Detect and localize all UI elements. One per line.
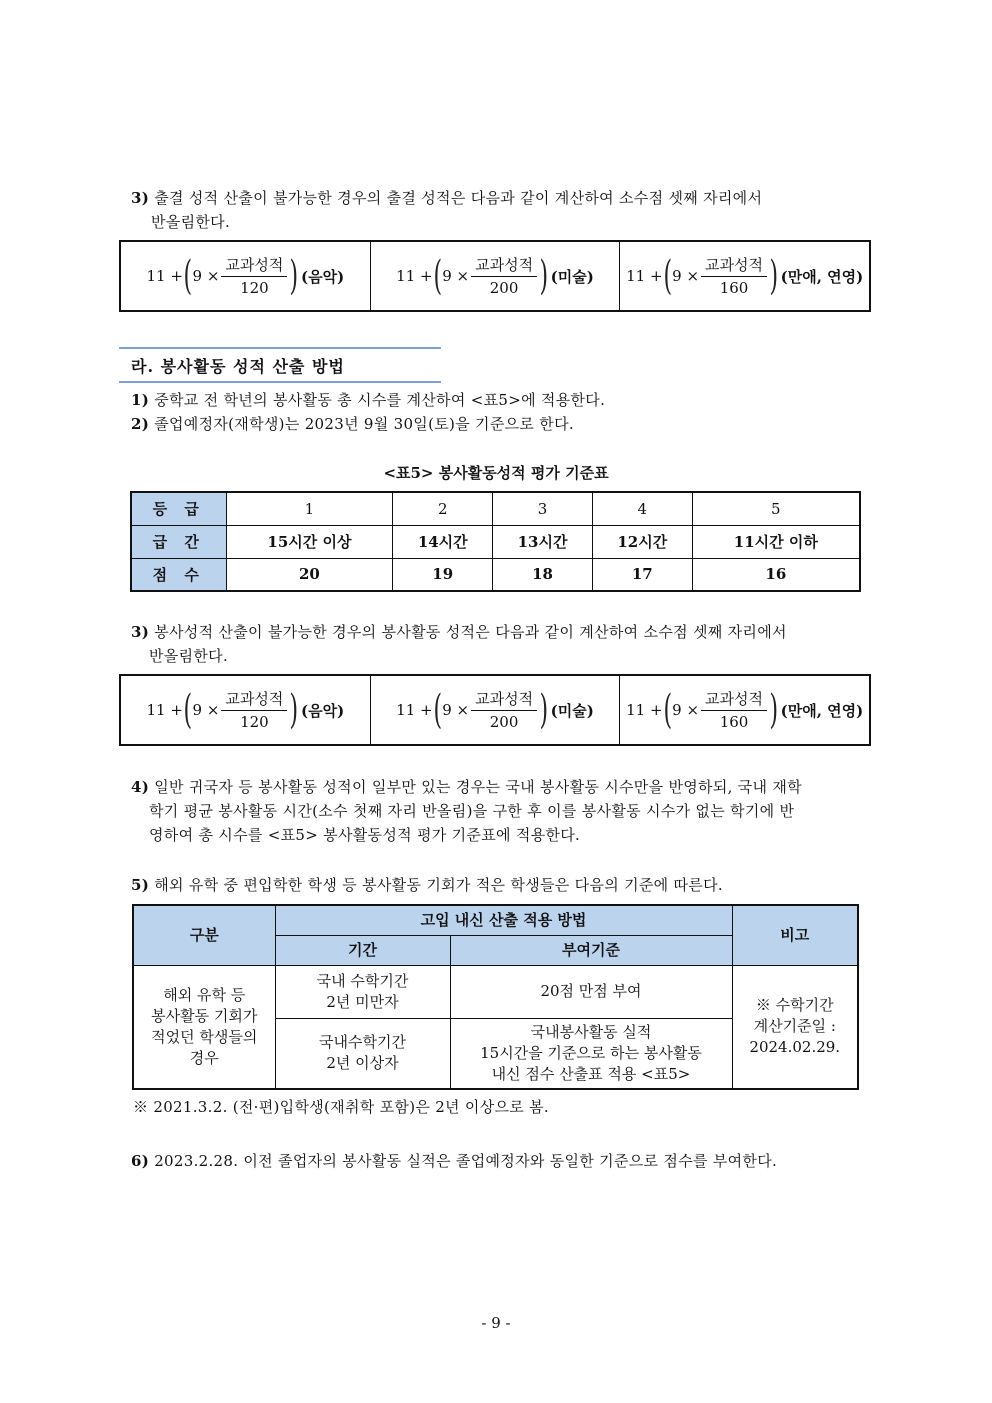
item-text: 2023.2.28. 이전 졸업자의 봉사활동 실적은 졸업예정자와 동일한 기준으로 점수를 부여한다.: [149, 1152, 778, 1170]
formula-subject: (미술): [550, 267, 594, 286]
formula-prefix: 11 +: [626, 701, 663, 719]
table-row: [131, 492, 860, 525]
score-cell: 20: [226, 558, 393, 591]
item3-attendance: [131, 186, 891, 234]
section-heading: 라. 봉사활동 성적 산출 방법: [119, 347, 441, 383]
item-number: 3): [131, 623, 150, 641]
formula-cell: [620, 242, 869, 310]
range-cell: 15시간 이상: [226, 525, 393, 558]
score-cell: 18: [493, 558, 593, 591]
page-number: - 9 -: [481, 1314, 511, 1332]
grade-cell: 2: [393, 492, 493, 525]
item-text-cont: 학기 평균 봉사활동 시간(소수 첫째 자리 반올림)을 구한 후 이를 봉사활동 시수가 없는 학기에 반: [149, 802, 795, 820]
formula: 11 + ( 9 × $\frac{\text{교과성적}}{160}$ ) (만애, 연영): [626, 687, 864, 733]
score-cell: 19: [393, 558, 493, 591]
category-cell: [133, 965, 275, 1089]
formula-cell: [371, 242, 621, 310]
range-cell: 13시간: [493, 525, 593, 558]
formula-prefix: 11 +: [396, 701, 433, 719]
table-row: [131, 558, 860, 591]
period-cell: [275, 965, 450, 1018]
cell-line: 해외 유학 등: [163, 985, 246, 1004]
formula-subject: (만애, 연영): [780, 701, 864, 720]
grade-cell: 1: [226, 492, 393, 525]
cell-line: 2년 이상자: [326, 1054, 399, 1073]
item-number: 1): [131, 391, 150, 409]
formula-cell: [620, 676, 869, 744]
item-text: 출결 성적 산출이 불가능한 경우의 출결 성적은 다음과 같이 계산하여 소수점 셋째 자리에서: [149, 189, 763, 207]
formula-mult: 9 ×: [672, 267, 700, 285]
item-text-cont: 영하여 총 시수를 <표5> 봉사활동성적 평가 기준표에 적용한다.: [149, 826, 581, 844]
item-text: 일반 귀국자 등 봉사활동 성적이 일부만 있는 경우는 국내 봉사활동 시수만을 반영하되, 국내 재학: [149, 778, 802, 796]
formula: 11 + ( 9 × $\frac{\text{교과성적}}{200}$ ) (미술): [396, 253, 594, 299]
row-label: 급 간: [131, 525, 226, 558]
item4: [131, 775, 891, 847]
item6: [131, 1149, 891, 1173]
score-cell: 17: [592, 558, 692, 591]
denominator: 200: [489, 712, 519, 731]
header-criteria: 부여기준: [450, 935, 732, 965]
formula-prefix: 11 +: [626, 267, 663, 285]
grade-cell: 5: [692, 492, 860, 525]
item5: [131, 873, 891, 897]
item-text-cont: 반올림한다.: [151, 213, 231, 231]
cell-line: 국내수학기간: [319, 1033, 406, 1052]
table5: [130, 491, 861, 592]
formula-mult: 9 ×: [192, 267, 220, 285]
note-cell: [732, 965, 858, 1089]
formula-prefix: 11 +: [396, 267, 433, 285]
table5-caption: <표5> 봉사활동성적 평가 기준표: [383, 464, 609, 482]
formula-mult: 9 ×: [442, 267, 470, 285]
cell-line: 국내 수학기간: [316, 971, 409, 990]
denominator: 120: [240, 278, 269, 297]
cell-line: ※ 수학기간: [755, 996, 834, 1015]
item-text: 중학교 전 학년의 봉사활동 총 시수를 계산하여 <표5>에 적용한다.: [149, 391, 606, 409]
formula-subject: (미술): [550, 701, 594, 720]
formula-mult: 9 ×: [442, 701, 470, 719]
foreign-student-table: [132, 904, 859, 1090]
formula-box-volunteer: [119, 674, 871, 746]
cell-line: 경우: [189, 1048, 219, 1067]
row-label: 점 수: [131, 558, 226, 591]
formula-mult: 9 ×: [192, 701, 220, 719]
fraction: [221, 690, 287, 731]
period-cell: [275, 1018, 450, 1089]
formula-subject: (음악): [301, 701, 345, 720]
grade-cell: 3: [493, 492, 593, 525]
cell-line: 내신 점수 산출표 적용 <표5>: [491, 1064, 691, 1083]
item-number: 3): [131, 189, 150, 207]
numerator: 교과성적: [221, 690, 287, 711]
formula-mult: 9 ×: [672, 701, 700, 719]
denominator: 160: [719, 712, 749, 731]
item-number: 5): [131, 876, 150, 894]
formula-subject: (만애, 연영): [780, 267, 864, 286]
cell-line: 계산기준일 :: [753, 1017, 836, 1036]
denominator: 200: [489, 278, 519, 297]
item-text: 봉사성적 산출이 불가능한 경우의 봉사활동 성적은 다음과 같이 계산하여 소수점 셋째 자리에서: [149, 623, 787, 641]
formula-prefix: 11 +: [146, 701, 183, 719]
item-text: 졸업예정자(재학생)는 2023년 9월 30일(토)을 기준으로 한다.: [149, 415, 574, 433]
table-row: [133, 965, 858, 1018]
fraction: [471, 690, 537, 731]
header-note: 비고: [732, 905, 858, 965]
formula-subject: (음악): [301, 267, 345, 286]
denominator: 160: [719, 278, 749, 297]
formula-prefix: 11 +: [146, 267, 183, 285]
numerator: 교과성적: [471, 256, 537, 277]
range-cell: 14시간: [393, 525, 493, 558]
cell-line: 2년 미만자: [326, 992, 399, 1011]
row-label: 등 급: [131, 492, 226, 525]
numerator: 교과성적: [221, 256, 287, 277]
item3-volunteer: [131, 620, 891, 668]
formula: 11 + ( 9 × $\frac{\text{교과성적}}{200}$ ) (미술): [396, 687, 594, 733]
formula: 11 + ( 9 × $\frac{\text{교과성적}}{160}$ ) (만애, 연영): [626, 253, 864, 299]
formula-cell: [121, 242, 371, 310]
range-cell: 11시간 이하: [692, 525, 860, 558]
score-cell: 16: [692, 558, 860, 591]
numerator: 교과성적: [701, 690, 767, 711]
header-category: 구분: [133, 905, 275, 965]
footnote: ※ 2021.3.2. (전·편)입학생(재취학 포함)은 2년 이상으로 봄.: [133, 1098, 549, 1116]
cell-line: 국내봉사활동 실적: [530, 1022, 652, 1041]
item-text: 해외 유학 중 편입학한 학생 등 봉사활동 기회가 적은 학생들은 다음의 기준에 따른다.: [149, 876, 723, 894]
criteria-cell: [450, 1018, 732, 1089]
formula-cell: [371, 676, 621, 744]
cell-line: 2024.02.29.: [749, 1038, 841, 1057]
formula-cell: [121, 676, 371, 744]
formula: 11 + ( 9 × $\frac{\text{교과성적}}{120}$ ) (음악): [146, 253, 345, 299]
header-method: 고입 내신 산출 적용 방법: [275, 905, 732, 935]
item-number: 4): [131, 778, 150, 796]
item-number: 2): [131, 415, 150, 433]
formula-box-attendance: [119, 240, 871, 312]
denominator: 120: [240, 712, 269, 731]
cell-line: 15시간을 기준으로 하는 봉사활동: [480, 1043, 702, 1062]
cell-line: 봉사활동 기회가: [151, 1006, 258, 1025]
numerator: 교과성적: [701, 256, 767, 277]
fraction: [471, 256, 537, 297]
cell-line: 적었던 학생들의: [151, 1027, 258, 1046]
table-row: [133, 905, 858, 935]
range-cell: 12시간: [592, 525, 692, 558]
item-text-cont: 반올림한다.: [149, 647, 229, 665]
item-number: 6): [131, 1152, 150, 1170]
table-row: [131, 525, 860, 558]
formula: 11 + ( 9 × $\frac{\text{교과성적}}{120}$ ) (음악): [146, 687, 345, 733]
items-1-2: [131, 388, 891, 436]
criteria-cell: 20점 만점 부여: [450, 965, 732, 1018]
fraction: [221, 256, 287, 297]
numerator: 교과성적: [471, 690, 537, 711]
header-period: 기간: [275, 935, 450, 965]
fraction: [701, 690, 767, 731]
grade-cell: 4: [592, 492, 692, 525]
fraction: [701, 256, 767, 297]
